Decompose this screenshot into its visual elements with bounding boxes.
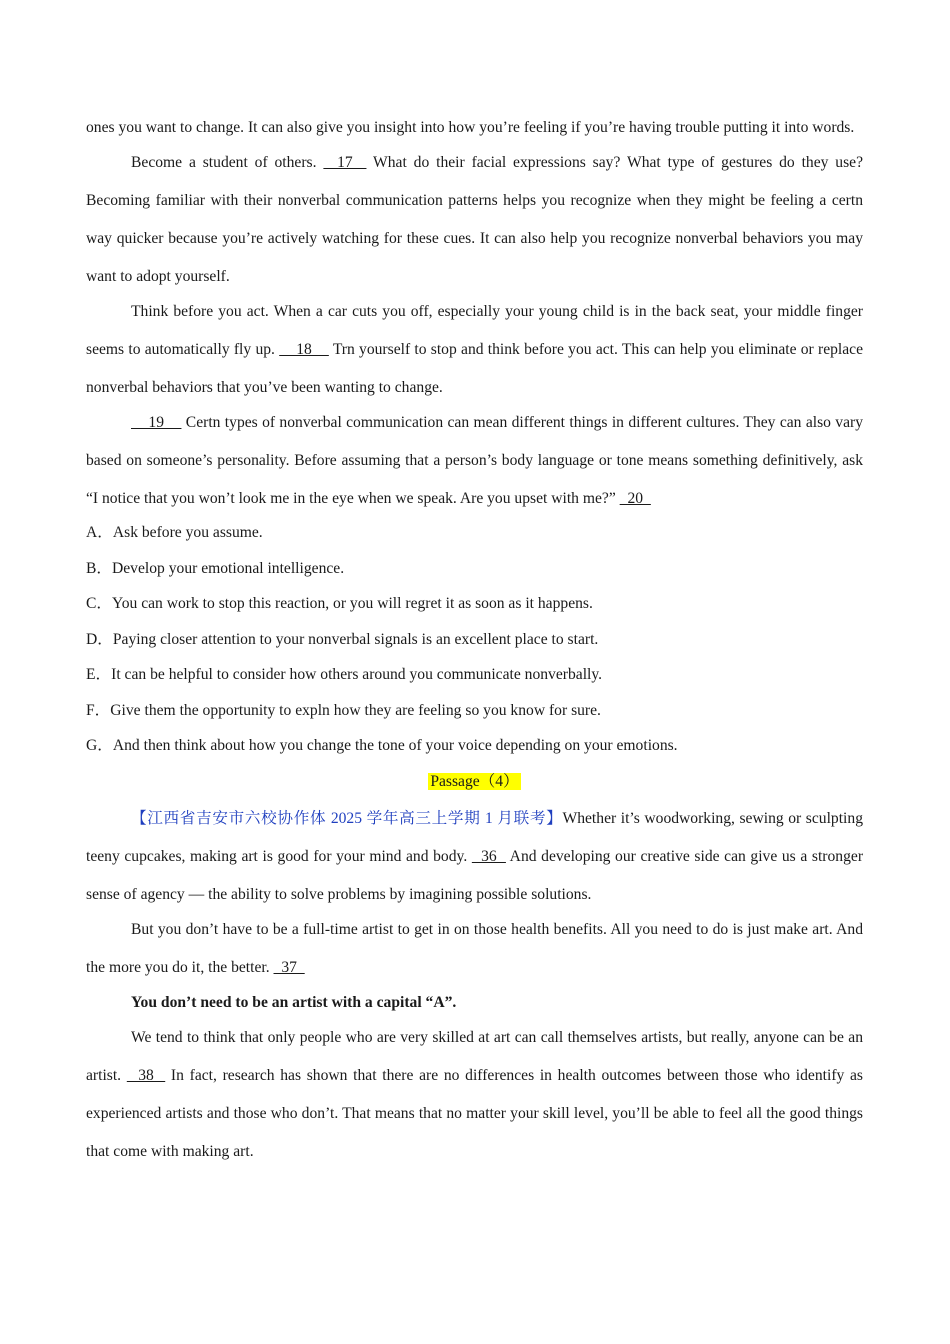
option-c [86, 586, 863, 622]
option-text: Give them the opportunity to expln how they are feeling so you know for sure. [110, 701, 601, 719]
paragraph-text: What do their facial expressions say? What type of gestures do they use? Becoming familiar with their nonverbal communication patterns helps you recognize when they might be feeling a certn way quicker because you’re actively watching for these cues. It can also help you recognize nonverbal behaviors you may want to adopt yourself. [86, 154, 864, 285]
paragraph-text: Certn types of nonverbal communication can mean different things in different cultures. They can also vary based on someone’s personality. Before assuming that a person’s body language or tone means something definitively, ask “I notice that you won’t look me in the eye when we speak. Are you upset with me?” [86, 414, 863, 507]
option-text: Ask before you assume. [112, 524, 263, 541]
paragraph-text: ones you want to change. It can also give you insight into how you’re feeling if you’re having trouble putting it into words. [86, 119, 855, 136]
paragraph-38 [86, 1019, 863, 1171]
paragraph-text: Become a student of others. [131, 154, 324, 171]
blank-18: 18 [279, 341, 329, 358]
paragraph-continuation [86, 109, 863, 147]
paragraph-text: In fact, research has shown that there are no differences in health outcomes between those who identify as experienced artists and those who don’t. That means that no matter your skill level, you’ll be able to feel all the good things that come with making art. [86, 1066, 864, 1160]
paragraph-36 [86, 800, 863, 914]
option-e [86, 657, 863, 693]
option-letter: D． [86, 630, 113, 648]
option-d [86, 622, 863, 658]
paragraph-text: Whether it’s woodworking, sewing or sculpting teeny cupcakes, making art is good for your mind and body. [86, 809, 863, 865]
option-text: It can be helpful to consider how others around you communicate nonverbally. [111, 666, 603, 683]
blank-20: 20 [619, 490, 651, 507]
paragraph-19-20 [86, 404, 863, 518]
paragraph-text: And developing our creative side can give us a stronger sense of agency — the ability to solve problems by imagining possible solutions. [86, 847, 864, 903]
paragraph-text: Trn yourself to stop and think before you act. This can help you eliminate or replace nonverbal behaviors that you’ve been wanting to change. [86, 341, 864, 396]
source-tag: 【江西省吉安市六校协作体 2025 学年高三上学期 1 月联考】 [131, 809, 563, 827]
blank-38: 38 [126, 1066, 166, 1084]
option-f [86, 693, 863, 729]
options-list [86, 515, 863, 764]
blank-36: 36 [471, 847, 506, 865]
paragraph-text: We tend to think that only people who are very skilled at art can call themselves artists, but really, anyone can be an artist. [86, 1028, 863, 1084]
section-heading [86, 984, 863, 1022]
passage-title [86, 764, 863, 800]
paragraph-text: Think before you act. When a car cuts you off, especially your young child is in the back seat, your middle finger seems to automatically fly up. [86, 303, 863, 358]
option-letter: C． [86, 595, 112, 612]
blank-37: 37 [273, 958, 305, 976]
option-text: Develop your emotional intelligence. [112, 559, 345, 577]
blank-19: 19 [131, 414, 182, 431]
paragraph-18 [86, 293, 863, 407]
passage-title-text: Passage（4） [430, 772, 519, 790]
paragraph-17 [86, 144, 863, 296]
option-a [86, 515, 863, 551]
option-text: And then think about how you change the tone of your voice depending on your emotions. [112, 737, 678, 754]
paragraph-37 [86, 911, 863, 987]
option-text: Paying closer attention to your nonverbal signals is an excellent place to start. [112, 630, 599, 648]
option-letter: E． [86, 666, 112, 683]
option-g [86, 728, 863, 764]
blank-17: 17 [323, 154, 367, 171]
option-letter: A． [86, 524, 113, 541]
option-text: You can work to stop this reaction, or you will regret it as soon as it happens. [112, 595, 593, 612]
option-b [86, 551, 863, 587]
option-letter: B． [86, 559, 112, 577]
section-heading-text: You don’t need to be an artist with a capital “A”. [131, 993, 457, 1011]
paragraph-text: But you don’t have to be a full-time artist to get in on those health benefits. All you need to do is just make art. And the more you do it, the better. [86, 920, 863, 976]
document-body [86, 109, 863, 1168]
option-letter: F． [86, 701, 111, 719]
option-letter: G． [86, 737, 113, 754]
